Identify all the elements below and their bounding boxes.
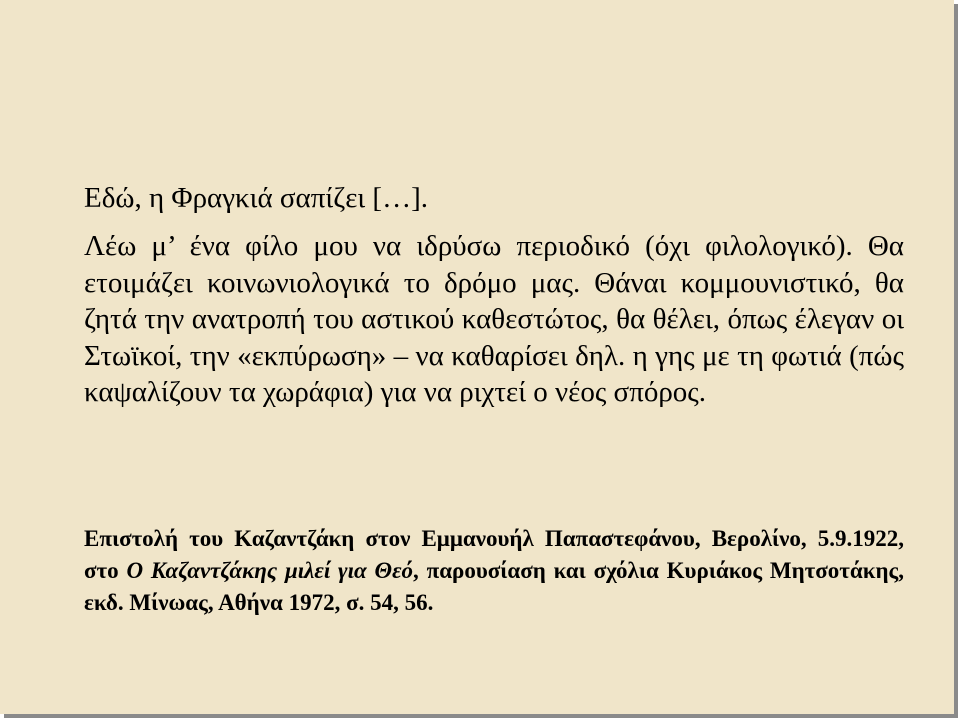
opening-line: Εδώ, η Φραγκιά σαπίζει […]. [84,182,428,214]
citation-suffix: , παρουσίαση και σχόλια Κυριάκος Μητσοτάκης, εκδ. Μίνωας, Αθήνα 1972, σ. 54, 56. [84,558,904,615]
citation [84,523,904,619]
quote-paragraph: Λέω μ’ ένα φίλο μου να ιδρύσω περιοδικό (όχι φιλολογικό). Θα ετοιμάζει κοινωνιολογικά το δρόμο μας. Θάναι κομμουνιστικό, θα ζητά την ανατροπή του αστικού καθεστώτος, θα θέλει, όπως έλεγαν οι Στωϊκοί, την «εκπύρωση» – να καθαρίσει δηλ. η γης με τη φωτιά (πώς καψαλίζουν τα χωράφια) για να ριχτεί ο νέος σπόρος. [84,230,904,408]
citation-prefix: Επιστολή του Καζαντζάκη στον Εμμανουήλ Παπαστεφάνου, Βερολίνο, 5.9.1922, στο [84,526,904,583]
quote-block [84,180,904,411]
citation-book-title: Ο Καζαντζάκης μιλεί για Θεό [126,558,414,583]
